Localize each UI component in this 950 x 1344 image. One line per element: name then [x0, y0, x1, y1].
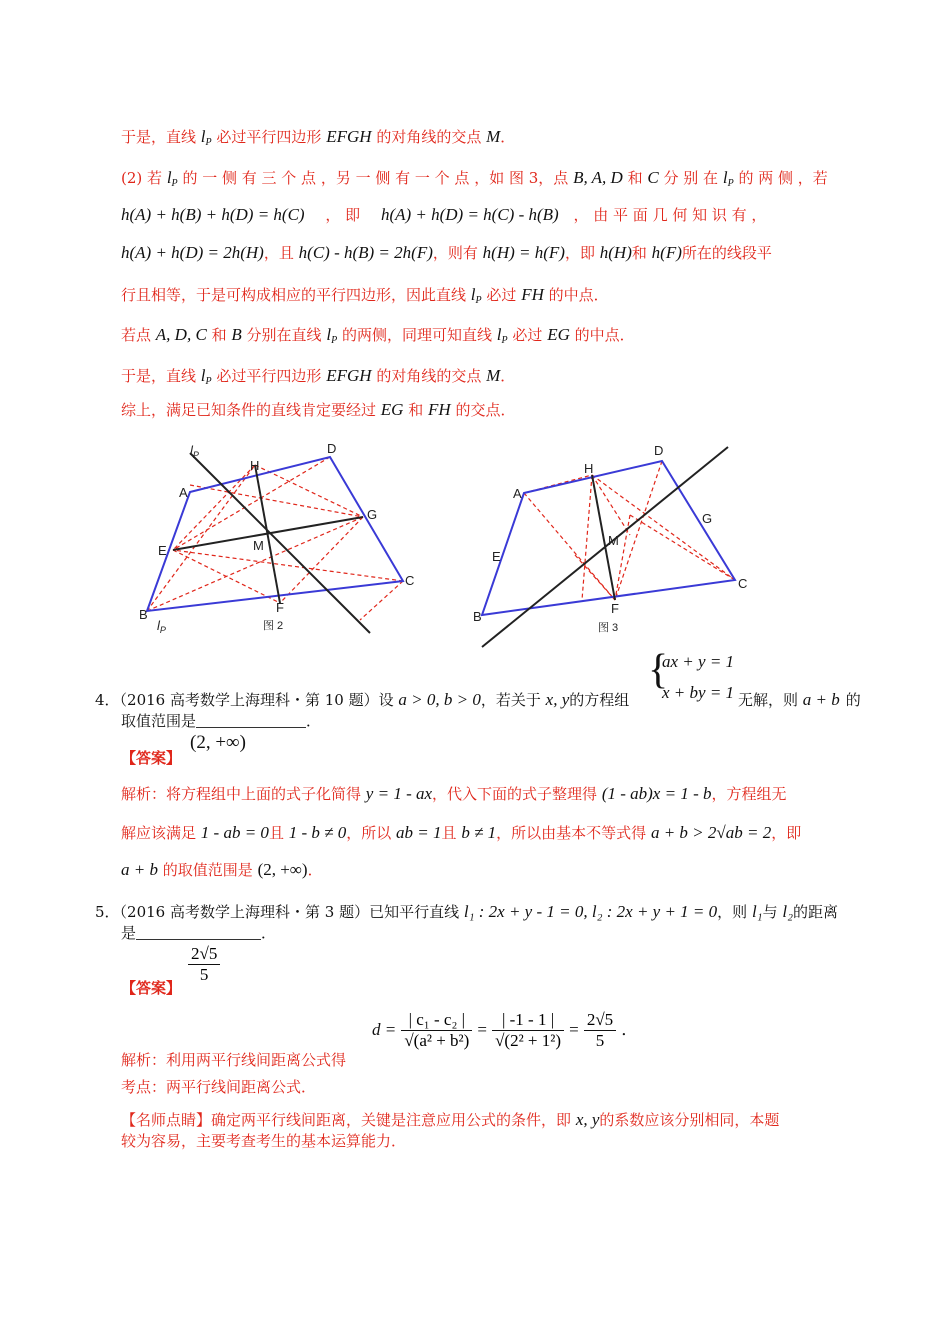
svg-text:lP: $l_P$: [157, 618, 166, 635]
figure-2-caption: 图 2: [263, 620, 284, 632]
svg-text:B: B: [139, 607, 148, 622]
case-2-line-3: h(A) + h(D) = 2h(H)，且 h(C) - h(B) = 2h(F)，则有 h(H) = h(F)，即 h(H)和 h(F)所在的线段平: [121, 243, 772, 262]
q5-note-line-2: 较为容易，主要考查考生的基本运算能力．: [121, 1132, 407, 1150]
svg-text:M: M: [608, 533, 619, 548]
q5-stem-line-1: 5．（2016 高考数学上海理科・第 3 题）已知平行直线 l₁ : 2x + y - 1 = 0, l₂ : 2x + y + 1 = 0，则 l₁与 l₂的距离: [95, 902, 839, 921]
figure-3: [470, 435, 770, 650]
segments: [482, 447, 728, 647]
svg-text:A: A: [513, 486, 522, 501]
q4-answer-value: (2, +∞): [190, 732, 246, 753]
q4-stem-line-1: 4．（2016 高考数学上海理科・第 10 题）设 a > 0, b > 0，若关于 x, y的方程组: [95, 690, 630, 709]
dashed-parallelogram: [524, 461, 735, 600]
q5-answer-fraction: $\frac{2√5}{5}$: [188, 944, 220, 985]
distance-formula: d = $\frac{\text{| c₁ - c₂ |}}{\text{√(a² + b²)}}$ = $\frac{| -1 - 1 |}{\text{√(2² + 1²)}}$ = $\frac{2√5}{5}$ ．: [372, 1010, 639, 1050]
case-2-line-5: 若点 A, D, C 和 B 分别在直线 $l_P$ 的两侧，同理可知直线 $l_P$ 必过 EG 的中点．: [121, 325, 635, 346]
figure-2: [135, 435, 425, 650]
svg-text:H: H: [250, 458, 260, 473]
case-2-line-4: 行且相等，于是可构成相应的平行四边形，因此直线 $l_P$ 必过 FH 的中点．: [121, 285, 609, 306]
case-2-line-1: (2) 若 $l_P$ 的 一 侧 有 三 个 点 ，另 一 侧 有 一 个 点 ，如 图 3，点 B, A, D 和 C 分 别 在 $l_P$ 的 两 侧 ，若: [121, 168, 828, 189]
svg-text:E: E: [158, 543, 167, 558]
figure-3-caption: 图 3: [598, 622, 619, 634]
q5-solution-line: 解析：利用两平行线间距离公式得: [121, 1051, 347, 1069]
svg-text:H: H: [584, 461, 594, 476]
svg-text:A: A: [179, 485, 188, 500]
q5-note-line-1: 【名师点睛】确定两平行线间距离，关键是注意应用公式的条件，即 x, y的系数应该分别相同，本题: [121, 1110, 780, 1129]
svg-text:G: G: [702, 511, 713, 526]
q4-answer-blank: [196, 713, 306, 728]
svg-text:F: F: [611, 601, 619, 616]
case-2-line-6: 于是，直线 $l_P$ 必过平行四边形 EFGH 的对角线的交点 M．: [121, 366, 516, 387]
q5-answer-blank: [136, 925, 261, 940]
svg-text:D: D: [654, 443, 664, 458]
case-2-line-2: h(A) + h(B) + h(D) = h(C) ， 即 h(A) + h(D) = h(C) - h(B) ， 由 平 面 几 何 知 识 有 ，: [121, 205, 767, 224]
svg-text:D: D: [327, 441, 337, 456]
system-eq-2: x + by = 1: [662, 683, 735, 702]
svg-text:lP: $l_P$: [190, 443, 199, 460]
segments: [173, 453, 370, 633]
q5-stem-line-2: 是 ．: [121, 924, 277, 942]
svg-text:C: C: [405, 573, 415, 588]
q4-solution-line-1: 解析：将方程组中上面的式子化简得 y = 1 - ax，代入下面的式子整理得 (1 - ab)x = 1 - b，方程组无: [121, 784, 787, 803]
svg-text:C: C: [738, 576, 748, 591]
q4-solution-line-3: a + b 的取值范围是 (2, +∞)．: [121, 860, 323, 879]
system-brace: {: [648, 647, 669, 693]
q4-stem-line-1b: 无解，则 a + b 的: [738, 690, 861, 709]
q5-answer-tag: 【答案】: [121, 979, 182, 997]
summary-line: 综上，满足已知条件的直线肯定要经过 EG 和 FH 的交点．: [121, 400, 516, 419]
quadrilateral-abcd: [147, 457, 403, 611]
system-eq-1: ax + y = 1: [662, 652, 735, 671]
svg-text:M: M: [253, 538, 264, 553]
svg-text:G: G: [367, 507, 378, 522]
q5-kaodian: 考点：两平行线间距离公式．: [121, 1078, 317, 1096]
q4-answer-tag: 【答案】: [121, 749, 182, 767]
svg-text:F: F: [276, 600, 284, 615]
q4-solution-line-2: 解应该满足 1 - ab = 0且 1 - b ≠ 0，所以 ab = 1且 b ≠ 1，所以由基本不等式得 a + b > 2√ab = 2，即: [121, 823, 802, 842]
q4-stem-line-2: 取值范围是 ．: [121, 712, 322, 730]
svg-text:B: B: [473, 609, 482, 624]
lp-symbol: $l_P$: [200, 127, 212, 148]
conclusion-line-1: 于是，直线 $l_P$ 必过平行四边形 EFGH 的对角线的交点 M．: [121, 127, 516, 148]
figure-3-labels: [473, 443, 747, 634]
svg-text:E: E: [492, 549, 501, 564]
